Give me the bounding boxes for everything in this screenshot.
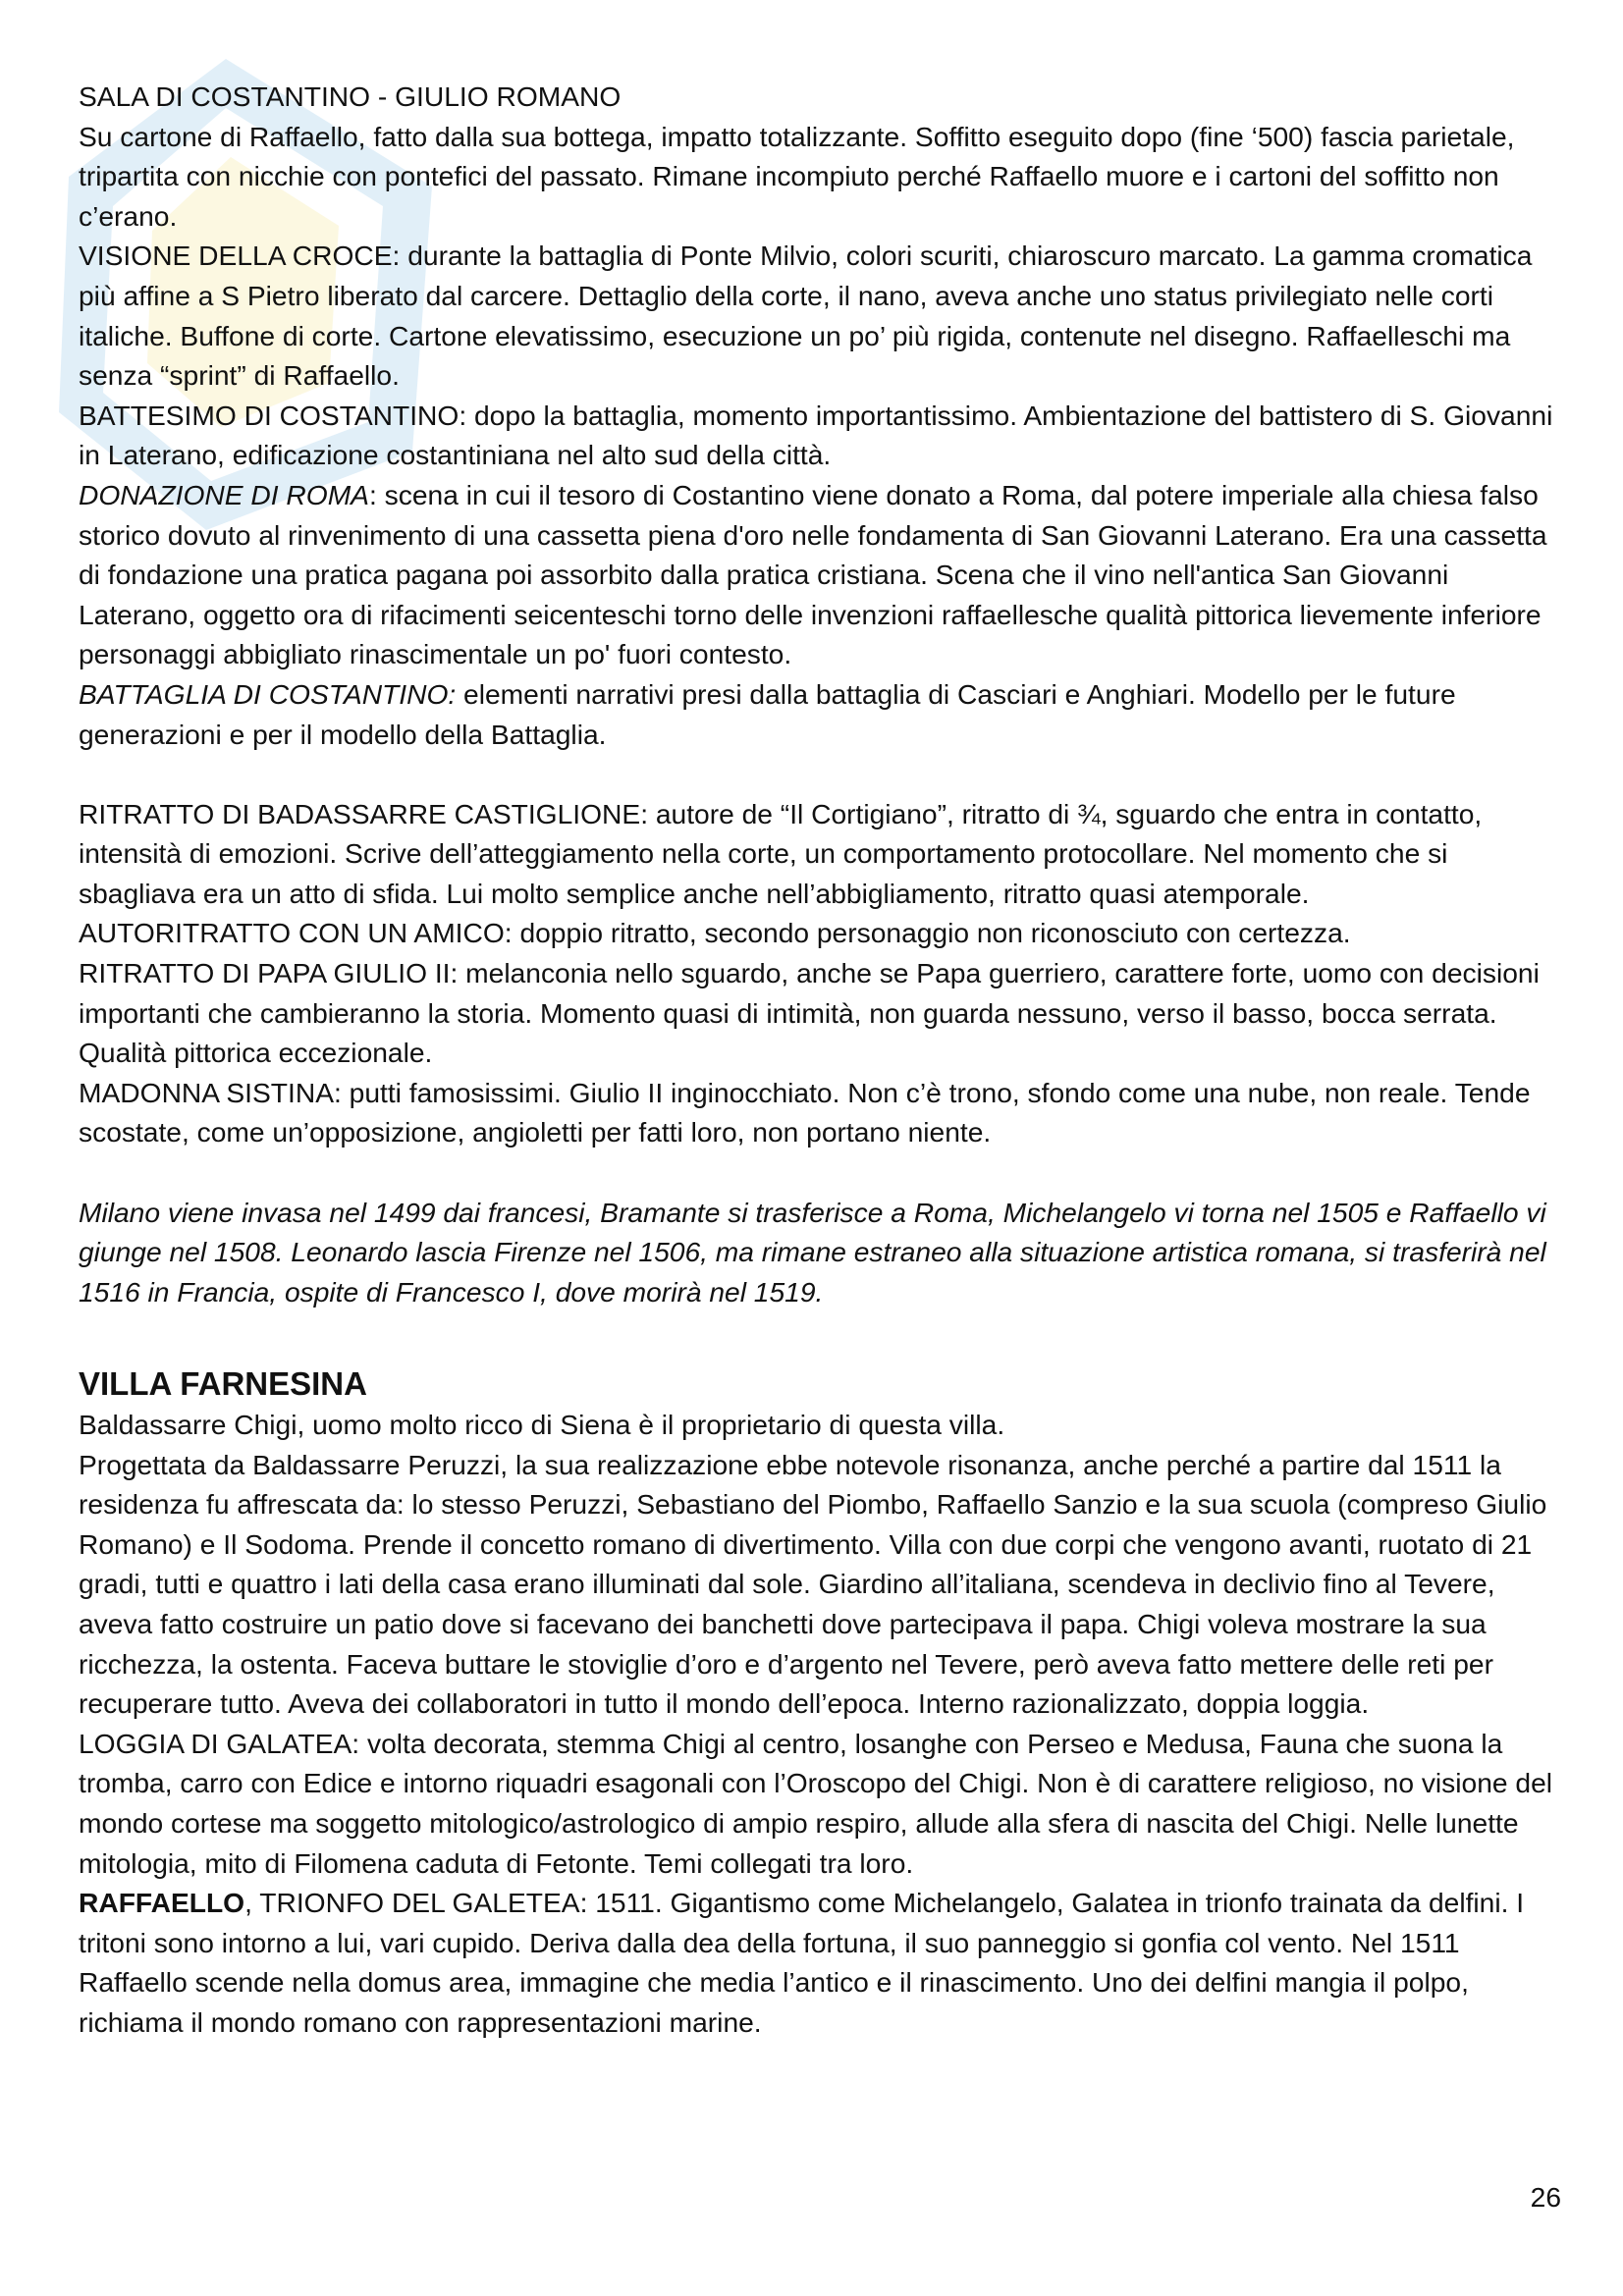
text-run: LOGGIA DI GALATEA: volta decorata, stemma Chigi al centro, losanghe con Perseo e Medusa, Fauna che suona la tromba, carro con Edice e intorno riquadri esagonali con l’Oroscopo del Chigi. Non è di carattere religioso, no visione del mondo cortese ma soggetto mitologico/astrologico di ampio respiro, allude alla sfera di nascita del Chigi. Nelle lunette mitologia, mito di Filomena caduta di Fetonte. Temi collegati tra loro. xyxy=(79,1727,1553,1879)
text-run: RAFFAELLO xyxy=(79,1887,245,1919)
page-number: 26 xyxy=(1530,2181,1561,2213)
text-run: SALA DI COSTANTINO - GIULIO ROMANO xyxy=(79,80,622,112)
text-run: : scena in cui il tesoro di Costantino viene donato a Roma, dal potere imperiale alla chiesa falso storico dovuto al rinvenimento di una cassetta piena d'oro nelle fondamenta di San Giovanni Laterano. Era una cassetta di fondazione una pratica pagana poi assorbito dalla pratica cristiana. Scena che il vino nell'antica San Giovanni Laterano, oggetto ora di rifacimenti seicenteschi torno delle invenzioni raffaellesche qualità pittorica lievemente inferiore personaggi abbigliato rinascimentale un po' fuori contesto. xyxy=(79,478,1547,670)
paragraph xyxy=(79,117,1556,237)
text-run: RITRATTO DI PAPA GIULIO II: melanconia nello sguardo, anche se Papa guerriero, carattere forte, uomo con decisioni importanti che cambieranno la storia. Momento quasi di intimità, non guarda nessuno, verso il basso, bocca serrata. Qualità pittorica eccezionale. xyxy=(79,957,1540,1069)
paragraph xyxy=(79,1073,1556,1152)
paragraph xyxy=(79,396,1556,475)
blank-line xyxy=(79,1311,1556,1352)
text-run: Milano viene invasa nel 1499 dai francesi, Bramante si trasferisce a Roma, Michelangelo vi torna nel 1505 e Raffaello vi giunge nel 1508. Leonardo lascia Firenze nel 1506, ma rimane estraneo alla situazione artistica romana, si trasferirà nel 1516 in Francia, ospite di Francesco I, dove morirà nel 1519. xyxy=(79,1196,1546,1308)
blank-line xyxy=(79,754,1556,794)
paragraph xyxy=(79,1193,1556,1312)
text-run: VISIONE DELLA CROCE: durante la battaglia di Ponte Milvio, colori scuriti, chiaroscuro marcato. La gamma cromatica più affine a S Pietro liberato dal carcere. Dettaglio della corte, il nano, aveva anche uno status privilegiato nelle corti italiche. Buffone di corte. Cartone elevatissimo, esecuzione un po’ più rigida, contenute nel disegno. Raffaelleschi ma senza “sprint” di Raffaello. xyxy=(79,240,1533,392)
paragraph xyxy=(79,674,1556,754)
section-heading: VILLA FARNESINA xyxy=(79,1365,367,1402)
paragraph xyxy=(79,1445,1556,1724)
text-run: Baldassarre Chigi, uomo molto ricco di Siena è il proprietario di questa villa. xyxy=(79,1409,1005,1440)
text-run: DONAZIONE DI ROMA xyxy=(79,478,369,510)
text-run: BATTAGLIA DI COSTANTINO: xyxy=(79,677,457,710)
paragraph xyxy=(79,953,1556,1073)
text-run: Progettata da Baldassarre Peruzzi, la sua realizzazione ebbe notevole risonanza, anche perché a partire dal 1511 la residenza fu affrescata da: lo stesso Peruzzi, Sebastiano del Piombo, Raffaello Sanzio e la sua scuola (compreso Giulio Romano) e Il Sodoma. Prende il concetto romano di divertimento. Villa con due corpi che vengono avanti, ruotato di 21 gradi, tutti e quattro i lati della casa erano illuminati dal sole. Giardino all’italiana, scendeva in declivio fino al Tevere, aveva fatto costruire un patio dove si facevano dei banchetti dove partecipava il papa. Chigi voleva mostrare la sua ricchezza, la ostenta. Faceva buttare le stoviglie d’oro e d’argento nel Tevere, però aveva fatto mettere delle reti per recuperare tutto. Aveva dei collaboratori in tutto il mondo dell’epoca. Interno razionalizzato, doppia loggia. xyxy=(79,1448,1547,1720)
text-run: Su cartone di Raffaello, fatto dalla sua bottega, impatto totalizzante. Soffitto eseguito dopo (fine ‘500) fascia parietale, tripartita con nicchie con pontefici del passato. Rimane incompiuto perché Raffaello muore e i cartoni del soffitto non c’erano. xyxy=(79,120,1515,232)
blank-line xyxy=(79,1152,1556,1193)
text-run: , TRIONFO DEL GALETEA: 1511. Gigantismo come Michelangelo, Galatea in trionfo trainata da delfini. I tritoni sono intorno a lui, vari cupido. Deriva dalla dea della fortuna, il suo panneggio si gonfia col vento. Nel 1511 Raffaello scende nella domus area, immagine che media l’antico e il rinascimento. Uno dei delfini mangia il polpo, richiama il mondo romano con rappresentazioni marine. xyxy=(79,1887,1525,2038)
paragraph xyxy=(79,1883,1556,2042)
text-run: AUTORITRATTO CON UN AMICO: doppio ritratto, secondo personaggio non riconosciuto con certezza. xyxy=(79,917,1351,949)
paragraph xyxy=(79,1405,1556,1445)
paragraph xyxy=(79,236,1556,395)
text-run: BATTESIMO DI COSTANTINO: dopo la battaglia, momento importantissimo. Ambientazione del battistero di S. Giovanni in Laterano, edificazione costantiniana nel alto sud della città. xyxy=(79,399,1553,471)
text-run: elementi narrativi presi dalla battaglia di Casciari e Anghiari. Modello per le future generazioni e per il modello della Battaglia. xyxy=(79,677,1456,750)
paragraph xyxy=(79,77,1556,117)
text-run: MADONNA SISTINA: putti famosissimi. Giulio II inginocchiato. Non c’è trono, sfondo come una nube, non reale. Tende scostate, come un’opposizione, angioletti per fatti loro, non portano niente. xyxy=(79,1076,1531,1148)
paragraph xyxy=(79,794,1556,914)
paragraph xyxy=(79,475,1556,674)
paragraph xyxy=(79,913,1556,953)
text-run: RITRATTO DI BADASSARRE CASTIGLIONE: autore de “Il Cortigiano”, ritratto di ¾, sguardo che entra in contatto, intensità di emozioni. Scrive dell’atteggiamento nella corte, un comportamento protocollare. Nel momento che si sbagliava era un atto di sfida. Lui molto semplice anche nell’abbigliamento, ritratto quasi atemporale. xyxy=(79,797,1483,909)
document-page xyxy=(79,77,1556,2043)
paragraph xyxy=(79,1724,1556,1883)
